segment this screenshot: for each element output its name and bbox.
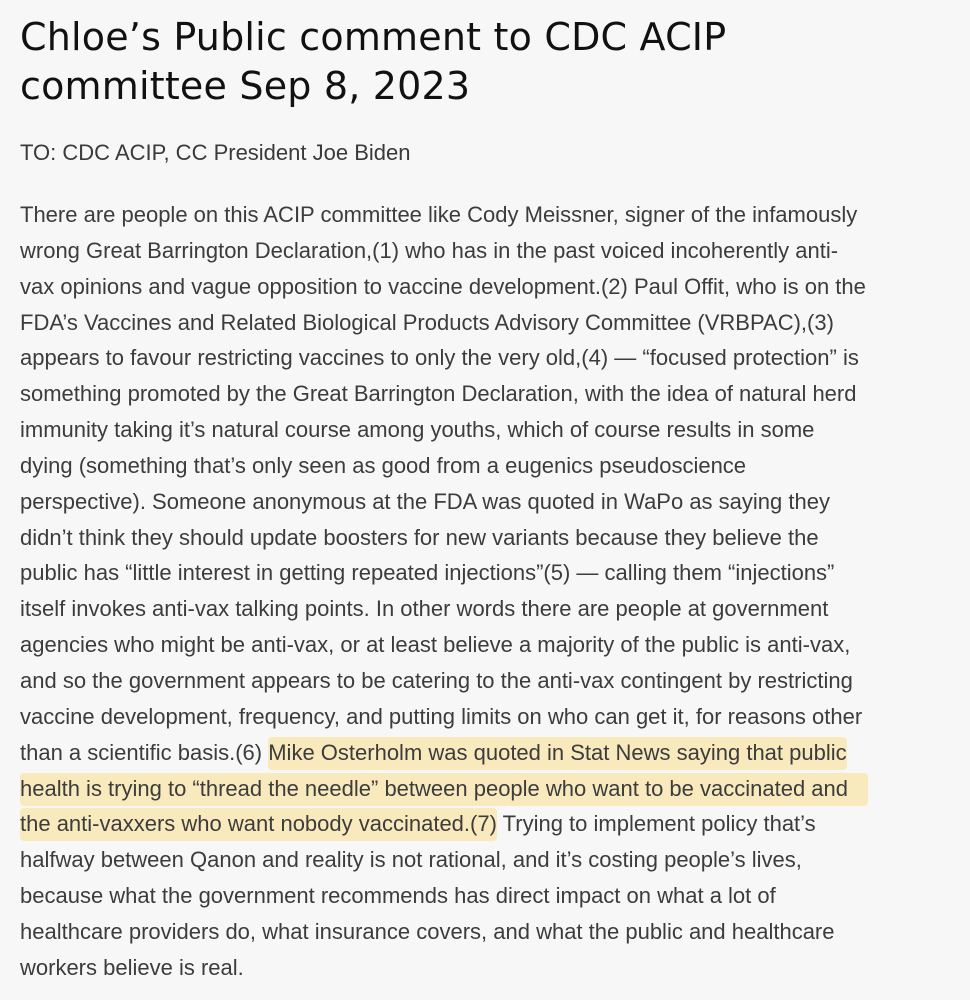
title-line: Chloe’s Public comment to CDC ACIP bbox=[20, 15, 727, 59]
body-line: halfway between Qanon and reality is not rational, and it’s costing people’s lives, bbox=[20, 847, 802, 873]
body-line: because what the government recommends has direct impact on what a lot of bbox=[20, 883, 776, 909]
body-line: public has “little interest in getting repeated injections”(5) — calling them “injections” bbox=[20, 560, 835, 586]
comment-body bbox=[20, 197, 950, 986]
body-text-plain: than a scientific basis.(6) bbox=[20, 739, 269, 765]
body-line: dying (something that’s only seen as good from a eugenics pseudoscience bbox=[20, 452, 747, 478]
body-line-highlighted bbox=[20, 771, 950, 807]
body-line: vaccine development, frequency, and putting limits on who can get it, for reasons other bbox=[20, 703, 863, 729]
recipient-line: TO: CDC ACIP, CC President Joe Biden bbox=[20, 140, 411, 165]
body-line: FDA’s Vaccines and Related Biological Products Advisory Committee (VRBPAC),(3) bbox=[20, 309, 834, 335]
body-line: perspective). Someone anonymous at the FDA was quoted in WaPo as saying they bbox=[20, 488, 830, 514]
body-line: agencies who might be anti-vax, or at least believe a majority of the public is anti-vax, bbox=[20, 632, 851, 658]
page-title bbox=[20, 8, 950, 111]
body-line: appears to favour restricting vaccines to only the very old,(4) — “focused protection” is bbox=[20, 345, 859, 371]
title-line: committee Sep 8, 2023 bbox=[20, 64, 471, 108]
body-line: itself invokes anti-vax talking points. In other words there are people at government bbox=[20, 596, 829, 622]
highlighted-quote: the anti-vaxxers who want nobody vaccinated.(7) bbox=[20, 808, 497, 841]
highlighted-quote: Mike Osterholm was quoted in Stat News saying that public bbox=[268, 737, 846, 770]
body-line: There are people on this ACIP committee like Cody Meissner, signer of the infamously bbox=[20, 202, 858, 227]
body-line: didn’t think they should update boosters for new variants because they believe the bbox=[20, 524, 819, 550]
body-line: healthcare providers do, what insurance covers, and what the public and healthcare bbox=[20, 918, 835, 944]
body-line-mixed bbox=[20, 735, 950, 771]
body-line-mixed bbox=[20, 806, 950, 842]
body-line: vax opinions and vague opposition to vaccine development.(2) Paul Offit, who is on the bbox=[20, 273, 866, 299]
highlighted-quote: health is trying to “thread the needle” between people who want to be vaccinated and bbox=[20, 773, 868, 806]
body-line: wrong Great Barrington Declaration,(1) who has in the past voiced incoherently anti- bbox=[20, 237, 839, 263]
body-line: and so the government appears to be catering to the anti-vax contingent by restricting bbox=[20, 667, 853, 693]
body-text-plain: Trying to implement policy that’s bbox=[496, 811, 816, 837]
body-line: workers believe is real. bbox=[20, 954, 244, 980]
body-line: immunity taking it’s natural course among youths, which of course results in some bbox=[20, 417, 815, 443]
body-line: something promoted by the Great Barrington Declaration, with the idea of natural herd bbox=[20, 381, 857, 407]
